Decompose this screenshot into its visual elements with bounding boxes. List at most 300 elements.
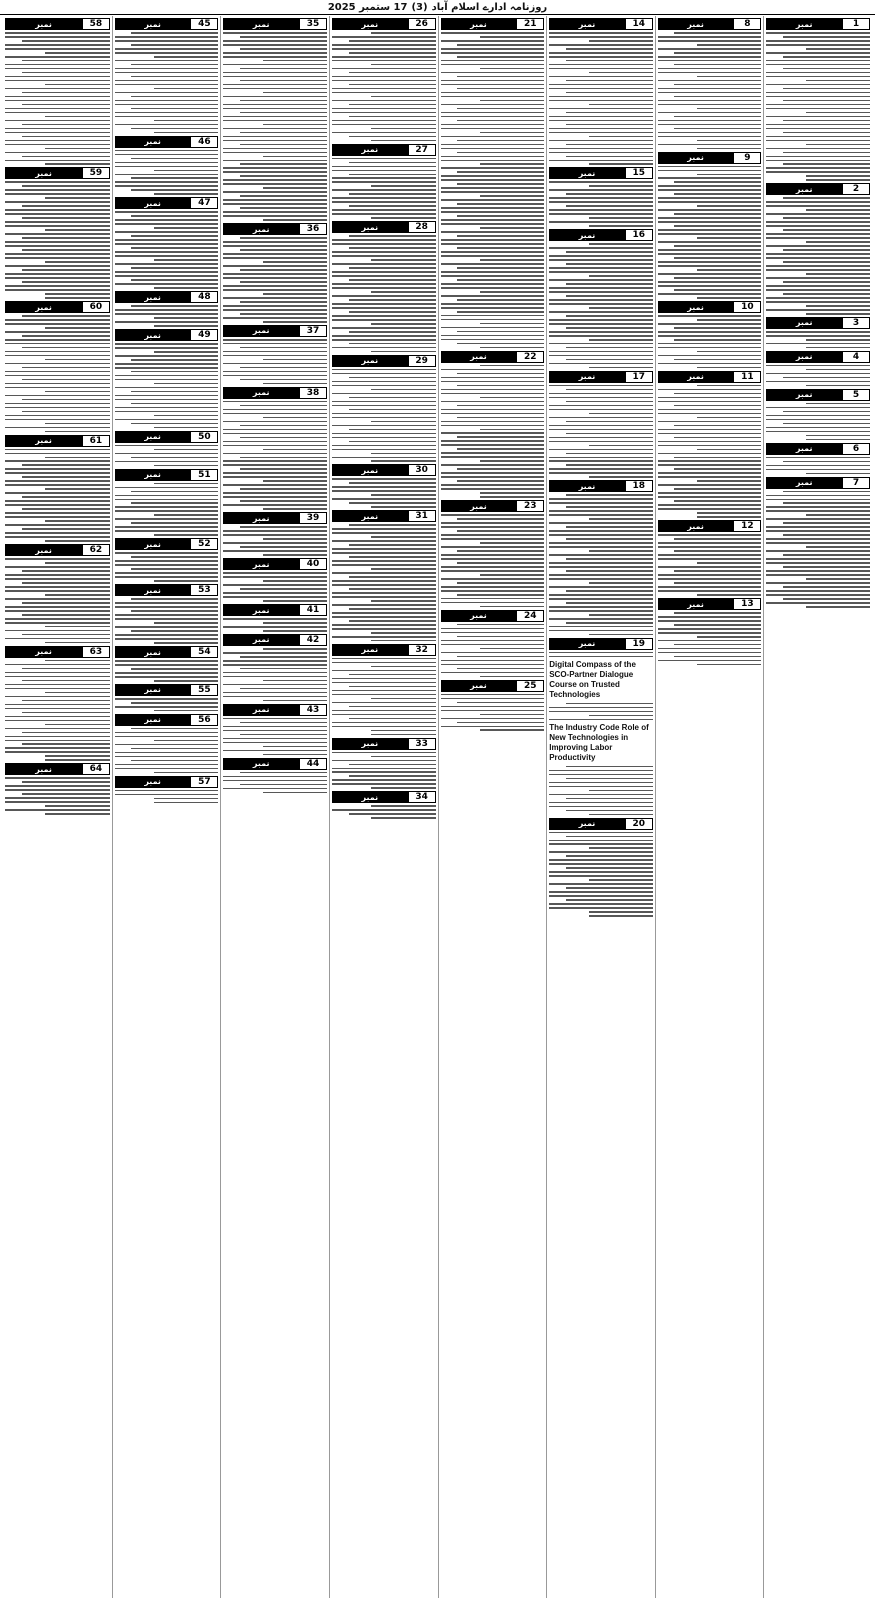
text-line: [674, 359, 761, 361]
text-line: [371, 632, 435, 634]
block-body: [766, 365, 870, 387]
text-line: [480, 492, 544, 494]
block-number: 48: [190, 291, 218, 303]
text-line: [5, 720, 110, 722]
text-line: [697, 480, 761, 482]
block-body: [223, 718, 327, 755]
block-label: نمبر: [223, 604, 299, 616]
text-line: [457, 436, 544, 438]
text-line: [674, 116, 761, 118]
text-line: [441, 538, 545, 540]
text-line: [349, 608, 436, 610]
text-line: [549, 36, 653, 38]
ad-block-22: [441, 351, 545, 498]
text-line: [349, 686, 436, 688]
text-line: [223, 241, 327, 243]
text-line: [549, 393, 653, 395]
ad-block-50: [115, 431, 219, 467]
text-line: [766, 574, 870, 576]
text-line: [223, 664, 327, 666]
text-line: [240, 734, 327, 736]
text-line: [115, 223, 219, 225]
text-line: [766, 331, 870, 333]
block-number: 7: [842, 477, 870, 489]
block-body: [332, 524, 436, 641]
block-header: [115, 584, 219, 596]
text-line: [766, 469, 870, 471]
text-line: [332, 702, 436, 704]
text-line: [566, 60, 653, 62]
text-line: [332, 437, 436, 439]
text-line: [566, 590, 653, 592]
text-line: [223, 257, 327, 259]
block-number: 45: [190, 18, 218, 30]
text-line: [766, 495, 870, 497]
text-line: [566, 48, 653, 50]
text-line: [332, 393, 436, 395]
text-line: [5, 532, 110, 534]
text-line: [131, 32, 218, 34]
text-line: [441, 104, 545, 106]
text-line: [332, 417, 436, 419]
block-body: [115, 728, 219, 773]
text-line: [589, 445, 653, 447]
text-line: [5, 277, 110, 279]
text-line: [806, 339, 870, 341]
text-line: [115, 634, 219, 636]
text-line: [549, 160, 653, 162]
text-line: [223, 445, 327, 447]
text-line: [223, 160, 327, 162]
text-line: [658, 401, 762, 403]
block-label: نمبر: [332, 221, 408, 233]
text-line: [131, 76, 218, 78]
block-header: [332, 18, 436, 30]
text-line: [441, 315, 545, 317]
text-line: [806, 347, 870, 349]
text-line: [549, 630, 653, 632]
text-line: [332, 100, 436, 102]
ad-block-35: [223, 18, 327, 221]
text-line: [549, 405, 653, 407]
text-line: [549, 802, 653, 804]
text-line: [45, 297, 110, 299]
text-line: [223, 167, 327, 169]
text-line: [589, 879, 653, 881]
text-line: [154, 132, 218, 134]
block-header: [658, 371, 762, 383]
block-body: [223, 401, 327, 510]
block-header: [766, 443, 870, 455]
text-line: [223, 788, 327, 790]
text-line: [658, 433, 762, 435]
text-line: [45, 805, 110, 807]
text-line: [115, 367, 219, 369]
text-line: [5, 64, 110, 66]
text-line: [658, 660, 762, 662]
text-line: [549, 355, 653, 357]
text-line: [658, 628, 762, 630]
text-line: [766, 72, 870, 74]
block-label: نمبر: [223, 18, 299, 30]
block-header: [332, 464, 436, 476]
text-line: [658, 185, 762, 187]
text-line: [5, 516, 110, 518]
text-line: [115, 181, 219, 183]
block-header: [115, 776, 219, 788]
text-line: [441, 160, 545, 162]
text-line: [766, 365, 870, 367]
text-line: [5, 740, 110, 742]
block-header: [441, 18, 545, 30]
text-line: [240, 281, 327, 283]
text-line: [263, 792, 327, 794]
text-line: [658, 293, 762, 295]
block-label: نمبر: [441, 680, 517, 692]
text-line: [131, 44, 218, 46]
block-body: [549, 181, 653, 226]
block-label: نمبر: [766, 183, 842, 195]
text-line: [115, 495, 219, 497]
block-header: [5, 646, 110, 658]
text-line: [441, 456, 545, 458]
text-line: [658, 453, 762, 455]
text-line: [5, 606, 110, 608]
text-line: [441, 440, 545, 442]
text-line: [332, 580, 436, 582]
text-line: [549, 840, 653, 842]
text-line: [5, 676, 110, 678]
text-line: [5, 339, 110, 341]
text-line: [806, 48, 870, 50]
block-body: [766, 32, 870, 181]
text-line: [549, 610, 653, 612]
ad-block-10: [658, 301, 762, 368]
text-line: [658, 648, 762, 650]
text-line: [332, 478, 436, 480]
text-line: [371, 494, 435, 496]
text-line: [674, 84, 761, 86]
text-line: [223, 289, 327, 291]
text-line: [457, 108, 544, 110]
text-line: [115, 407, 219, 409]
text-line: [441, 590, 545, 592]
block-header: [223, 325, 327, 337]
text-line: [806, 305, 870, 307]
text-line: [240, 656, 327, 658]
block-number: 30: [408, 464, 436, 476]
text-line: [349, 441, 436, 443]
text-line: [332, 56, 436, 58]
text-line: [441, 287, 545, 289]
text-line: [22, 508, 110, 510]
block-label: نمبر: [5, 544, 82, 556]
text-line: [783, 586, 870, 588]
text-line: [441, 327, 545, 329]
text-line: [674, 393, 761, 395]
text-line: [5, 383, 110, 385]
text-line: [806, 175, 870, 177]
text-line: [115, 419, 219, 421]
text-line: [5, 88, 110, 90]
text-line: [549, 472, 653, 474]
text-line: [441, 303, 545, 305]
text-line: [480, 163, 544, 165]
block-number: 35: [299, 18, 327, 30]
text-line: [549, 335, 653, 337]
text-line: [154, 680, 218, 682]
column-1: [763, 16, 872, 1598]
text-line: [349, 482, 436, 484]
text-line: [457, 311, 544, 313]
block-header: [223, 604, 327, 616]
text-line: [441, 566, 545, 568]
text-line: [658, 472, 762, 474]
text-line: [263, 359, 327, 361]
block-body: [332, 658, 436, 735]
text-line: [549, 782, 653, 784]
text-line: [154, 514, 218, 516]
text-line: [766, 253, 870, 255]
text-line: [332, 295, 436, 297]
text-line: [223, 504, 327, 506]
text-line: [441, 718, 545, 720]
text-line: [332, 809, 436, 811]
text-line: [549, 566, 653, 568]
block-label: نمبر: [223, 325, 299, 337]
text-line: [549, 457, 653, 459]
text-line: [441, 251, 545, 253]
text-line: [549, 586, 653, 588]
block-header: [5, 435, 110, 447]
text-line: [5, 181, 110, 183]
text-line: [674, 96, 761, 98]
text-line: [658, 409, 762, 411]
block-header: [658, 301, 762, 313]
block-number: 16: [625, 229, 653, 241]
text-line: [131, 760, 218, 762]
block-header: [441, 610, 545, 622]
text-line: [22, 743, 110, 745]
text-line: [223, 596, 327, 598]
text-line: [441, 60, 545, 62]
text-line: [5, 265, 110, 267]
text-line: [766, 237, 870, 239]
text-line: [441, 96, 545, 98]
text-line: [549, 871, 653, 873]
text-line: [549, 859, 653, 861]
text-line: [263, 187, 327, 189]
text-line: [480, 606, 544, 608]
block-header: [115, 329, 219, 341]
text-line: [131, 728, 218, 730]
block-label: نمبر: [115, 431, 191, 443]
text-line: [441, 706, 545, 708]
text-line: [674, 582, 761, 584]
text-line: [766, 381, 870, 383]
ad-block-43: [223, 704, 327, 755]
ad-block-33: [332, 738, 436, 789]
text-line: [332, 498, 436, 500]
text-line: [115, 660, 219, 662]
text-line: [115, 112, 219, 114]
block-label: نمبر: [115, 646, 191, 658]
text-line: [766, 32, 870, 34]
block-label: نمبر: [5, 167, 82, 179]
text-line: [131, 177, 218, 179]
text-line: [5, 36, 110, 38]
block-label: نمبر: [115, 329, 191, 341]
text-line: [263, 554, 327, 556]
ad-block-24: [441, 610, 545, 677]
text-line: [115, 560, 219, 562]
text-line: [658, 48, 762, 50]
block-number: 15: [625, 167, 653, 179]
text-line: [658, 496, 762, 498]
text-line: [766, 373, 870, 375]
text-line: [371, 536, 435, 538]
text-line: [5, 241, 110, 243]
text-line: [697, 237, 761, 239]
text-line: [154, 449, 218, 451]
text-line: [349, 674, 436, 676]
text-line: [589, 339, 653, 341]
text-line: [589, 518, 653, 520]
text-line: [766, 140, 870, 142]
ad-block-64: [5, 763, 110, 814]
text-line: [240, 347, 327, 349]
text-line: [115, 116, 219, 118]
text-line: [549, 578, 653, 580]
text-line: [223, 684, 327, 686]
block-header: [332, 738, 436, 750]
text-line: [332, 710, 436, 712]
text-line: [240, 112, 327, 114]
text-line: [263, 156, 327, 158]
text-line: [658, 36, 762, 38]
block-body: [766, 491, 870, 608]
ad-block-47: [115, 197, 219, 288]
text-line: [22, 315, 110, 317]
text-line: [45, 540, 110, 542]
text-line: [766, 518, 870, 520]
ad-block-12: [658, 520, 762, 595]
text-line: [115, 36, 219, 38]
text-line: [5, 331, 110, 333]
text-line: [783, 217, 870, 219]
text-line: [5, 96, 110, 98]
text-line: [332, 271, 436, 273]
text-line: [566, 144, 653, 146]
block-label: نمبر: [115, 684, 191, 696]
text-line: [658, 261, 762, 263]
block-number: 43: [299, 704, 327, 716]
text-line: [332, 108, 436, 110]
text-line: [441, 694, 545, 696]
text-line: [223, 183, 327, 185]
block-number: 33: [408, 738, 436, 750]
block-header: [115, 646, 219, 658]
text-line: [371, 666, 435, 668]
block-label: نمبر: [223, 512, 299, 524]
text-line: [441, 401, 545, 403]
text-line: [115, 487, 219, 489]
text-line: [115, 411, 219, 413]
block-number: 36: [299, 223, 327, 235]
text-line: [5, 100, 110, 102]
text-line: [5, 189, 110, 191]
text-line: [223, 572, 327, 574]
block-header: [115, 684, 219, 696]
block-body: [5, 181, 110, 298]
column-8: [3, 16, 112, 1598]
ad-block-40: [223, 558, 327, 601]
text-line: [549, 100, 653, 102]
text-line: [589, 550, 653, 552]
text-line: [5, 112, 110, 114]
text-line: [115, 453, 219, 455]
text-line: [45, 759, 110, 761]
text-line: [441, 191, 545, 193]
text-line: [441, 698, 545, 700]
text-line: [441, 72, 545, 74]
block-label: نمبر: [115, 714, 191, 726]
text-line: [658, 189, 762, 191]
text-line: [332, 564, 436, 566]
text-line: [658, 60, 762, 62]
english-snippet: Digital Compass of the SCO-Partner Dialogue Course on Trusted Technologies: [549, 659, 636, 699]
text-line: [5, 504, 110, 506]
text-line: [223, 692, 327, 694]
text-line: [766, 530, 870, 532]
text-line: [549, 197, 653, 199]
text-line: [5, 209, 110, 211]
text-line: [115, 399, 219, 401]
text-line: [441, 660, 545, 662]
text-line: [223, 441, 327, 443]
block-label: نمبر: [549, 167, 625, 179]
text-line: [22, 269, 110, 271]
text-line: [5, 415, 110, 417]
text-line: [549, 56, 653, 58]
text-line: [697, 516, 761, 518]
text-line: [549, 534, 653, 536]
text-line: [223, 44, 327, 46]
text-line: [223, 72, 327, 74]
text-line: [223, 750, 327, 752]
text-line: [115, 706, 219, 708]
text-line: [566, 798, 653, 800]
text-line: [223, 576, 327, 578]
text-line: [549, 502, 653, 504]
text-line: [5, 152, 110, 154]
block-body: [332, 158, 436, 219]
text-line: [263, 754, 327, 756]
block-label: نمبر: [332, 738, 408, 750]
text-line: [766, 92, 870, 94]
block-body: [549, 32, 653, 165]
block-header: [115, 291, 219, 303]
text-line: [332, 197, 436, 199]
text-line: [22, 781, 110, 783]
ad-block-5: [766, 389, 870, 440]
text-line: [549, 351, 653, 353]
masthead: [0, 0, 875, 15]
text-line: [115, 263, 219, 265]
text-line: [5, 472, 110, 474]
column-3: [546, 16, 655, 1598]
text-line: [22, 496, 110, 498]
